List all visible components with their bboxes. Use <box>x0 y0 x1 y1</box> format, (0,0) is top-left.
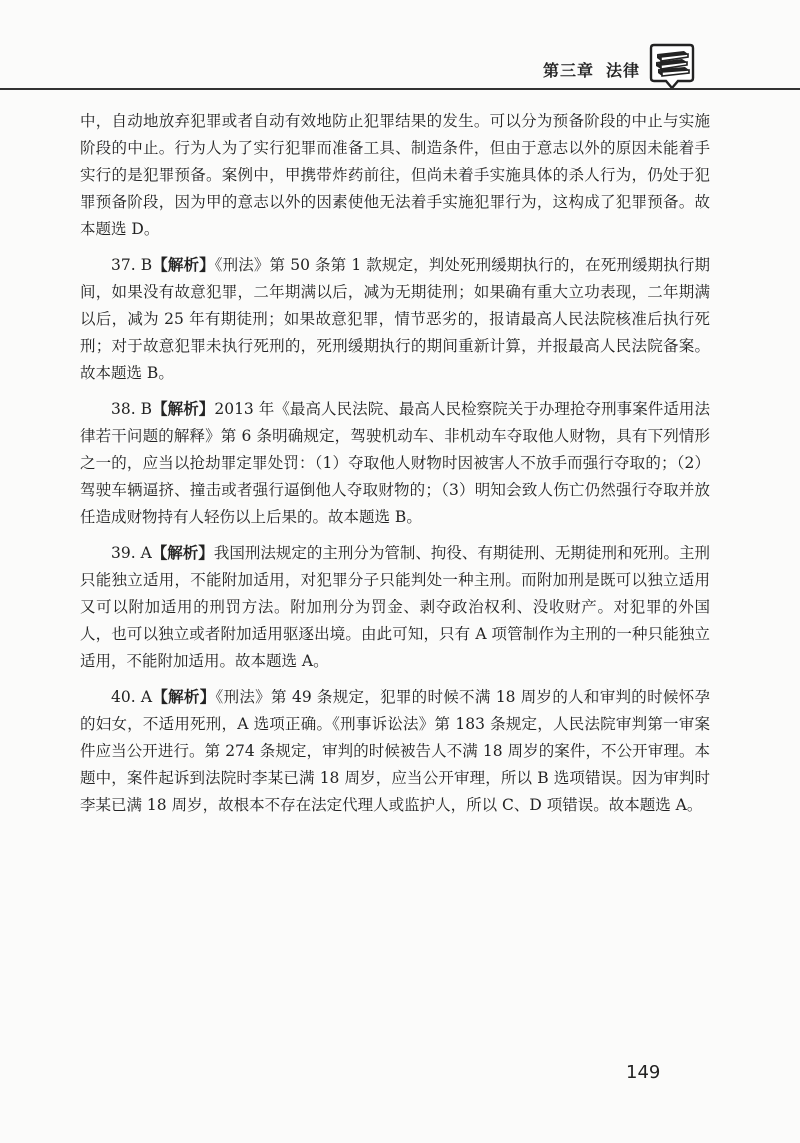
paragraph-text: 2013 年《最高人民法院、最高人民检察院关于办理抢夺刑事案件适用法律若干问题的解释》第 6 条明确规定，驾驶机动车、非机动车夺取他人财物，具有下列情形之一的，应当以抢劫罪定罪处罚：（1）夺取他人财物时因被害人不放手而强行夺取的；（2）驾驶车辆逼挤、撞击或者强行逼倒他人夺取财物的；（3）明知会致人伤亡仍然强行夺取并放任造成财物持有人轻伤以上后果的。故本题选 B。 <box>80 400 710 526</box>
answer-paragraph-37 <box>80 252 710 387</box>
books-icon <box>648 42 696 90</box>
analysis-tag: 【解析】 <box>152 256 215 274</box>
answer-label: 39. A <box>111 544 152 562</box>
answer-paragraph-40 <box>80 684 710 819</box>
answer-label: 38. B <box>111 400 153 418</box>
analysis-tag: 【解析】 <box>152 688 216 706</box>
paragraph-text: 中，自动地放弃犯罪或者自动有效地防止犯罪结果的发生。可以分为预备阶段的中止与实施阶段的中止。行为人为了实行犯罪而准备工具、制造条件，但由于意志以外的原因未能着手实行的是犯罪预备。案例中，甲携带炸药前往，但尚未着手实施具体的杀人行为，仍处于犯罪预备阶段，因为甲的意志以外的因素使他无法着手实施犯罪行为，这构成了犯罪预备。故本题选 D。 <box>80 112 710 238</box>
paragraph-continuation <box>80 108 710 243</box>
analysis-tag: 【解析】 <box>151 544 214 562</box>
chapter-heading <box>543 58 640 81</box>
answer-paragraph-39 <box>80 540 710 675</box>
paragraph-text: 《刑法》第 50 条第 1 款规定，判处死刑缓期执行的，在死刑缓期执行期间，如果没有故意犯罪，二年期满以后，减为无期徒刑；如果确有重大立功表现，二年期满以后，减为 25 年有期徒刑；如果故意犯罪，情节恶劣的，报请最高人民法院核准后执行死刑；对于故意犯罪未执行死刑的，死刑缓期执行的期间重新计算，并报最高人民法院备案。故本题选 B。 <box>80 256 710 382</box>
header-rule <box>0 88 800 90</box>
analysis-tag: 【解析】 <box>152 400 215 418</box>
page-header <box>0 0 800 92</box>
answer-paragraph-38 <box>80 396 710 531</box>
page-content <box>80 108 710 828</box>
answer-label: 40. A <box>111 688 153 706</box>
paragraph-text: 我国刑法规定的主刑分为管制、拘役、有期徒刑、无期徒刑和死刑。主刑只能独立适用，不能附加适用，对犯罪分子只能判处一种主刑。而附加刑是既可以独立适用又可以附加适用的刑罚方法。附加刑分为罚金、剥夺政治权利、没收财产。对犯罪的外国人，也可以独立或者附加适用驱逐出境。由此可知，只有 A 项管制作为主刑的一种只能独立适用，不能附加适用。故本题选 A。 <box>80 544 710 670</box>
chapter-title: 法律 <box>605 61 640 80</box>
chapter-number: 第三章 <box>542 61 594 80</box>
page-number: 149 <box>626 1062 661 1083</box>
answer-label: 37. B <box>111 256 153 274</box>
paragraph-text: 《刑法》第 49 条规定，犯罪的时候不满 18 周岁的人和审判的时候怀孕的妇女，不适用死刑，A 选项正确。《刑事诉讼法》第 183 条规定，人民法院审判第一审案件应当公开进行。第 274 条规定，审判的时候被告人不满 18 周岁的案件，不公开审理。本题中，案件起诉到法院时李某已满 18 周岁，应当公开审理，所以 B 选项错误。因为审判时李某已满 18 周岁，故根本不存在法定代理人或监护人，所以 C、D 项错误。故本题选 A。 <box>80 688 710 814</box>
